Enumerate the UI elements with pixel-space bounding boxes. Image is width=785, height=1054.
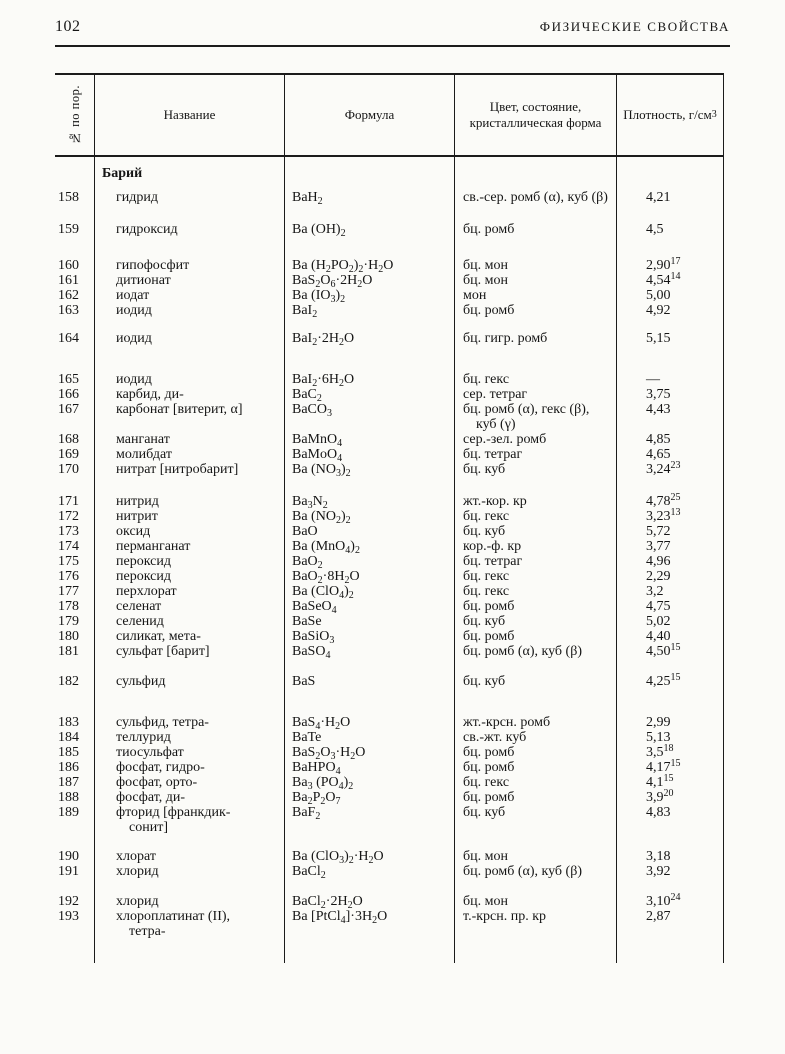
table-row xyxy=(55,318,724,346)
cell-density: 4,54$^{14}$ xyxy=(617,273,724,288)
cell-number: 187 xyxy=(55,775,95,790)
row-group xyxy=(55,237,724,318)
cell-name: пероксид xyxy=(95,569,285,584)
cell-color: бц. гекс xyxy=(455,775,617,790)
cell-color: бц. тетраг xyxy=(455,447,617,462)
cell-formula: BaCO$_3$ xyxy=(285,402,455,432)
row-group xyxy=(55,659,724,689)
cell-formula: BaS xyxy=(285,659,455,689)
column-header-color: Цвет, состояние, кристаллическая форма xyxy=(455,75,617,155)
cell-formula: $BaS_4\cdot H_2O$ xyxy=(285,689,455,730)
cell-name: селенат xyxy=(95,599,285,614)
cell-number: 182 xyxy=(55,659,95,689)
table-row xyxy=(55,477,724,509)
cell-density: 4,75 xyxy=(617,599,724,614)
cell-number: 185 xyxy=(55,745,95,760)
table-row xyxy=(55,775,724,790)
running-head xyxy=(55,18,730,36)
cell-name: хлороплатинат (II), тетра- xyxy=(95,909,285,963)
table-row xyxy=(55,462,724,477)
cell-name: гидроксид xyxy=(95,205,285,237)
table-row xyxy=(55,387,724,402)
cell-number: 163 xyxy=(55,303,95,318)
cell-formula: Ba $(NO_3)_2$ xyxy=(285,462,455,477)
cell-formula: $BaO_2\cdot 8H_2O$ xyxy=(285,569,455,584)
row-group xyxy=(55,157,724,237)
cell-color: жт.-кор. кр xyxy=(455,477,617,509)
cell-number: 184 xyxy=(55,730,95,745)
table-row xyxy=(55,599,724,614)
cell-density: 3,18 xyxy=(617,835,724,864)
column-header-density: Плотность, г/см 3 xyxy=(617,75,724,155)
cell-color: бц. мон xyxy=(455,273,617,288)
table-row xyxy=(55,205,724,237)
cell-color: бц. ромб xyxy=(455,629,617,644)
cell-number: 161 xyxy=(55,273,95,288)
cell-density: 3,24$^{23}$ xyxy=(617,462,724,477)
cell-number: 177 xyxy=(55,584,95,599)
cell-density: $3,9^{20}$ xyxy=(617,790,724,805)
cell-formula: Ba $(ClO_4)_2$ xyxy=(285,584,455,599)
cell-name: иодат xyxy=(95,288,285,303)
cell-number: 178 xyxy=(55,599,95,614)
cell-name: сульфат [барит] xyxy=(95,644,285,659)
row-group xyxy=(55,879,724,963)
cell-name: перманганат xyxy=(95,539,285,554)
cell-density: $4,1^{15}$ xyxy=(617,775,724,790)
table-row xyxy=(55,273,724,288)
cell-density: 4,85 xyxy=(617,432,724,447)
section-title: Барий xyxy=(95,157,285,181)
cell-color: бц. тетраг xyxy=(455,554,617,569)
cell-color: сер. тетраг xyxy=(455,387,617,402)
cell-name: иодид xyxy=(95,346,285,387)
table-row xyxy=(55,659,724,689)
cell-number: 172 xyxy=(55,509,95,524)
cell-number: 192 xyxy=(55,879,95,909)
cell-number: 175 xyxy=(55,554,95,569)
cell-density: 3,23$^{13}$ xyxy=(617,509,724,524)
cell-formula: Ba $(OH)_2$ xyxy=(285,205,455,237)
cell-color: св.-жт. куб xyxy=(455,730,617,745)
cell-name: гипофосфит xyxy=(95,237,285,273)
table-row xyxy=(55,569,724,584)
cell-name: нитрит xyxy=(95,509,285,524)
scanned-book-page xyxy=(0,18,785,1054)
cell-density: 4,25$^{15}$ xyxy=(617,659,724,689)
table-row xyxy=(55,303,724,318)
cell-color: бц. гекс xyxy=(455,346,617,387)
cell-number: 190 xyxy=(55,835,95,864)
cell-name: селенид xyxy=(95,614,285,629)
cell-formula: BaSO$_4$ xyxy=(285,644,455,659)
cell-density: 3,75 xyxy=(617,387,724,402)
cell-formula xyxy=(285,157,455,181)
table-row xyxy=(55,237,724,273)
row-group xyxy=(55,318,724,346)
column-header-name: Название xyxy=(95,75,285,155)
table-row xyxy=(55,614,724,629)
table-row xyxy=(55,805,724,835)
cell-density: 4,40 xyxy=(617,629,724,644)
cell-name: теллурид xyxy=(95,730,285,745)
table-row xyxy=(55,509,724,524)
cell-formula: BaCl$_2$ xyxy=(285,864,455,879)
cell-name: иодид xyxy=(95,318,285,346)
cell-name: силикат, мета- xyxy=(95,629,285,644)
cell-number: 169 xyxy=(55,447,95,462)
cell-number: 170 xyxy=(55,462,95,477)
cell-color: кор.-ф. кр xyxy=(455,539,617,554)
cell-formula: Ba $(IO_3)_2$ xyxy=(285,288,455,303)
cell-number: 166 xyxy=(55,387,95,402)
table-row xyxy=(55,554,724,569)
cell-name: сульфид xyxy=(95,659,285,689)
cell-formula: $BaCl_2\cdot 2H_2O$ xyxy=(285,879,455,909)
cell-formula: BaO$_2$ xyxy=(285,554,455,569)
cell-number: 171 xyxy=(55,477,95,509)
cell-density: 5,15 xyxy=(617,318,724,346)
table-row xyxy=(55,790,724,805)
cell-name: фосфат, орто- xyxy=(95,775,285,790)
cell-number: 158 xyxy=(55,181,95,205)
cell-name: гидрид xyxy=(95,181,285,205)
cell-formula: BaH$_2$ xyxy=(285,181,455,205)
cell-formula: $Ba_3$ $(PO_4)_2$ xyxy=(285,775,455,790)
table-row xyxy=(55,730,724,745)
cell-number: 164 xyxy=(55,318,95,346)
table-row xyxy=(55,524,724,539)
cell-name: хлорат xyxy=(95,835,285,864)
cell-number: 179 xyxy=(55,614,95,629)
cell-name: тиосульфат xyxy=(95,745,285,760)
table-header-row xyxy=(55,73,724,157)
cell-formula: BaI$_2$ xyxy=(285,303,455,318)
cell-color: бц. ромб xyxy=(455,599,617,614)
running-head-rule xyxy=(55,45,730,47)
section-row xyxy=(55,157,724,181)
cell-number: 189 xyxy=(55,805,95,835)
cell-name: перхлорат xyxy=(95,584,285,599)
cell-number: 159 xyxy=(55,205,95,237)
cell-color: бц. гекс xyxy=(455,584,617,599)
table-row xyxy=(55,689,724,730)
cell-density: 4,21 xyxy=(617,181,724,205)
cell-color: жт.-крсн. ромб xyxy=(455,689,617,730)
row-group xyxy=(55,346,724,477)
cell-color: мон xyxy=(455,288,617,303)
cell-name: фторид [франкдик-сонит] xyxy=(95,805,285,835)
table-row xyxy=(55,402,724,432)
cell-formula: $BaS_2O_6\cdot 2H_2O$ xyxy=(285,273,455,288)
cell-color: бц. мон xyxy=(455,237,617,273)
cell-density: 2,99 xyxy=(617,689,724,730)
cell-number: 165 xyxy=(55,346,95,387)
cell-name: пероксид xyxy=(95,554,285,569)
cell-number: 168 xyxy=(55,432,95,447)
column-header-formula: Формула xyxy=(285,75,455,155)
cell-name: нитрат [нитробарит] xyxy=(95,462,285,477)
cell-density: 2,87 xyxy=(617,909,724,963)
cell-name: дитионат xyxy=(95,273,285,288)
cell-number: 188 xyxy=(55,790,95,805)
cell-color: бц. куб xyxy=(455,805,617,835)
table-row xyxy=(55,432,724,447)
cell-name: фосфат, ди- xyxy=(95,790,285,805)
cell-density: 4,65 xyxy=(617,447,724,462)
cell-color: бц. ромб (α), куб (β) xyxy=(455,644,617,659)
table-row xyxy=(55,346,724,387)
cell-formula: Ba $(MnO_4)_2$ xyxy=(285,539,455,554)
cell-number: 176 xyxy=(55,569,95,584)
cell-density: 4,92 xyxy=(617,303,724,318)
cell-formula: BaHPO$_4$ xyxy=(285,760,455,775)
cell-density: 4,50$^{15}$ xyxy=(617,644,724,659)
cell-name: хлорид xyxy=(95,864,285,879)
cell-density: 4,17$^{15}$ xyxy=(617,760,724,775)
row-group xyxy=(55,689,724,835)
column-header-number: № по пор. xyxy=(55,75,95,155)
table-row xyxy=(55,584,724,599)
cell-formula: $Ba_2P_2O_7$ xyxy=(285,790,455,805)
cell-color: т.-крсн. пр. кр xyxy=(455,909,617,963)
cell-name: хлорид xyxy=(95,879,285,909)
cell-number: 183 xyxy=(55,689,95,730)
cell-formula: BaMnO$_4$ xyxy=(285,432,455,447)
cell-number: 162 xyxy=(55,288,95,303)
cell-color: бц. гекс xyxy=(455,509,617,524)
cell-number: 167 xyxy=(55,402,95,432)
cell-density: 4,43 xyxy=(617,402,724,432)
cell-name: сульфид, тетра- xyxy=(95,689,285,730)
table-row xyxy=(55,447,724,462)
cell-color: бц. ромб xyxy=(455,790,617,805)
cell-name: иодид xyxy=(95,303,285,318)
cell-color: св.-сер. ромб (α), куб (β) xyxy=(455,181,617,205)
row-group xyxy=(55,835,724,879)
properties-table xyxy=(55,73,724,963)
table-body xyxy=(55,157,724,963)
cell-density: 4,5 xyxy=(617,205,724,237)
cell-color: бц. ромб xyxy=(455,760,617,775)
cell-density: 2,29 xyxy=(617,569,724,584)
cell-color: бц. гигр. ромб xyxy=(455,318,617,346)
cell-number: 191 xyxy=(55,864,95,879)
row-group xyxy=(55,477,724,659)
cell-density: — xyxy=(617,346,724,387)
cell-formula: BaO xyxy=(285,524,455,539)
cell-color: бц. куб xyxy=(455,462,617,477)
cell-density: 3,77 xyxy=(617,539,724,554)
cell-color: бц. ромб (α), гекс (β), куб (γ) xyxy=(455,402,617,432)
table-row xyxy=(55,539,724,554)
cell-density: 3,10$^{24}$ xyxy=(617,879,724,909)
cell-color: бц. куб xyxy=(455,614,617,629)
cell-formula: BaSiO$_3$ xyxy=(285,629,455,644)
cell-color xyxy=(455,157,617,181)
cell-name: нитрид xyxy=(95,477,285,509)
cell-color: сер.-зел. ромб xyxy=(455,432,617,447)
table-row xyxy=(55,879,724,909)
cell-color: бц. ромб xyxy=(455,745,617,760)
cell-name: оксид xyxy=(95,524,285,539)
cell-formula: $BaI_2\cdot 6H_2O$ xyxy=(285,346,455,387)
cell-color: бц. куб xyxy=(455,524,617,539)
cell-formula: Ba $(NO_2)_2$ xyxy=(285,509,455,524)
cell-formula: $BaI_2\cdot 2H_2O$ xyxy=(285,318,455,346)
cell-formula: BaC$_2$ xyxy=(285,387,455,402)
running-head-title: ФИЗИЧЕСКИЕ СВОЙСТВА xyxy=(539,19,730,34)
cell-number: 180 xyxy=(55,629,95,644)
cell-name: карбонат [витерит, α] xyxy=(95,402,285,432)
cell-color: бц. куб xyxy=(455,659,617,689)
cell-density: 4,96 xyxy=(617,554,724,569)
cell-formula: BaF$_2$ xyxy=(285,805,455,835)
cell-formula: BaTe xyxy=(285,730,455,745)
cell-color: бц. мон xyxy=(455,879,617,909)
cell-name: молибдат xyxy=(95,447,285,462)
cell-density: 3,2 xyxy=(617,584,724,599)
cell-formula: Ba $[PtCl_4]\cdot 3H_2O$ xyxy=(285,909,455,963)
page-number: 102 xyxy=(55,18,81,35)
cell-name: карбид, ди- xyxy=(95,387,285,402)
cell-density: 5,72 xyxy=(617,524,724,539)
cell-formula: Ba $(ClO_3)_2\cdot H_2O$ xyxy=(285,835,455,864)
cell-color: бц. гекс xyxy=(455,569,617,584)
cell-density: 5,13 xyxy=(617,730,724,745)
cell-formula: BaSe xyxy=(285,614,455,629)
cell-name: манганат xyxy=(95,432,285,447)
cell-density: 3,92 xyxy=(617,864,724,879)
cell-formula: Ba $(H_2PO_2)_2\cdot H_2O$ xyxy=(285,237,455,273)
cell-number: 193 xyxy=(55,909,95,963)
table-row xyxy=(55,864,724,879)
cell-color: бц. ромб xyxy=(455,303,617,318)
cell-formula: $Ba_3N_2$ xyxy=(285,477,455,509)
cell-name: фосфат, гидро- xyxy=(95,760,285,775)
table-row xyxy=(55,745,724,760)
cell-density: 4,78$^{25}$ xyxy=(617,477,724,509)
cell-number: 160 xyxy=(55,237,95,273)
cell-number: 174 xyxy=(55,539,95,554)
cell-density: 2,90$^{17}$ xyxy=(617,237,724,273)
table-row xyxy=(55,760,724,775)
cell-density xyxy=(617,157,724,181)
cell-number: 173 xyxy=(55,524,95,539)
cell-color: бц. мон xyxy=(455,835,617,864)
table-row xyxy=(55,629,724,644)
cell-color: бц. ромб (α), куб (β) xyxy=(455,864,617,879)
cell-formula: BaSeO$_4$ xyxy=(285,599,455,614)
table-row xyxy=(55,288,724,303)
cell-density: 5,02 xyxy=(617,614,724,629)
cell-density: $3,5^{18}$ xyxy=(617,745,724,760)
table-row xyxy=(55,835,724,864)
cell-density: 4,83 xyxy=(617,805,724,835)
cell-number: 181 xyxy=(55,644,95,659)
cell-color: бц. ромб xyxy=(455,205,617,237)
table-row xyxy=(55,909,724,963)
table-row xyxy=(55,644,724,659)
cell-number: 186 xyxy=(55,760,95,775)
table-row xyxy=(55,181,724,205)
cell-formula: BaMoO$_4$ xyxy=(285,447,455,462)
cell-formula: $BaS_2O_3\cdot H_2O$ xyxy=(285,745,455,760)
cell-number xyxy=(55,157,95,181)
cell-density: 5,00 xyxy=(617,288,724,303)
